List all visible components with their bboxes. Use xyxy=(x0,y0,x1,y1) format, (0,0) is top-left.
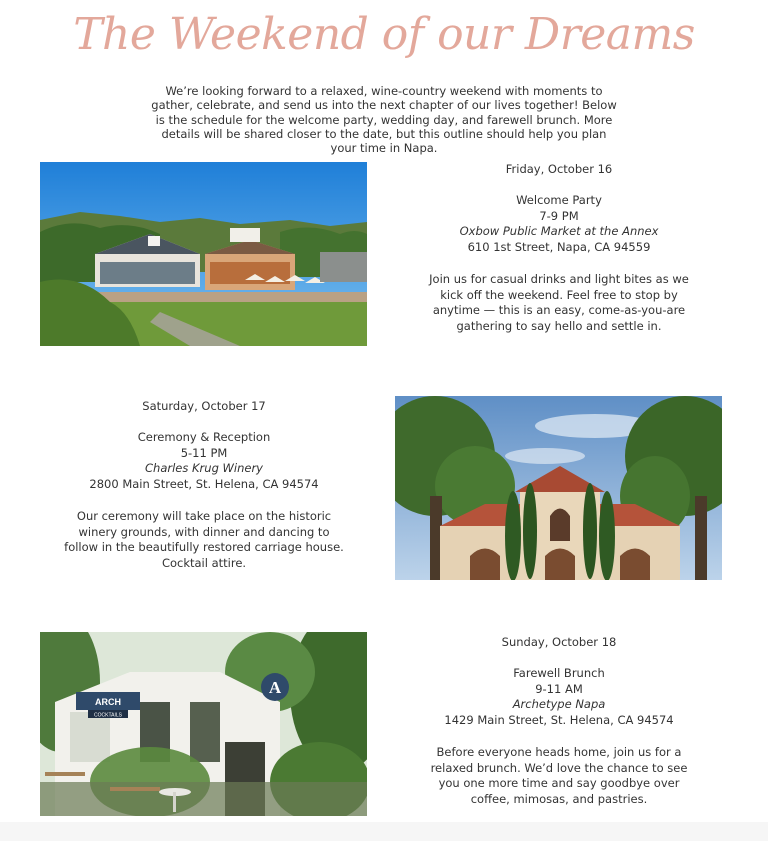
event-saturday xyxy=(60,399,348,571)
archetype-sign-text: ARCH xyxy=(95,697,121,707)
event-address: 610 1st Street, Napa, CA 94559 xyxy=(467,239,651,254)
event-time: 7-9 PM xyxy=(539,208,579,223)
event-time: 5-11 PM xyxy=(180,445,228,460)
event-name: Farewell Brunch xyxy=(513,666,605,680)
event-name: Welcome Party xyxy=(516,193,602,207)
oxbow-market-photo xyxy=(40,162,367,346)
event-date: Saturday, October 17 xyxy=(142,399,266,413)
event-venue: Archetype Napa xyxy=(512,697,606,711)
event-friday xyxy=(415,162,703,334)
event-date: Sunday, October 18 xyxy=(501,635,617,649)
event-description: Join us for casual drinks and light bites as we kick off the weekend. Feel free to stop by anytime — this is an easy, come-as-you-are gathering to say hello and settle in. xyxy=(429,272,689,333)
event-address: 2800 Main Street, St. Helena, CA 94574 xyxy=(89,476,319,491)
event-venue: Charles Krug Winery xyxy=(145,461,263,475)
event-date: Friday, October 16 xyxy=(505,162,613,176)
charles-krug-winery-photo xyxy=(395,396,722,580)
event-venue: Oxbow Public Market at the Annex xyxy=(459,224,659,238)
event-address: 1429 Main Street, St. Helena, CA 94574 xyxy=(444,712,674,727)
intro-paragraph: We’re looking forward to a relaxed, wine-country weekend with moments to gather, celebrate, and send us into the next chapter of our lives together! Below is the schedule for the welcome party, wedding day, and farewell brunch. More details will be shared closer to the date, but this outline should help you plan your time in Napa. xyxy=(151,84,617,156)
archetype-napa-photo xyxy=(40,632,367,816)
archetype-logo-letter: A xyxy=(268,678,282,697)
event-time: 9-11 AM xyxy=(535,681,583,696)
event-name: Ceremony & Reception xyxy=(137,430,271,444)
archetype-sign-subtext: COCKTAILS xyxy=(94,712,122,719)
event-sunday xyxy=(415,635,703,807)
event-description: Before everyone heads home, join us for a relaxed brunch. We’d love the chance to see you one more time and say goodbye over coffee, mimosas, and pastries. xyxy=(430,745,688,806)
page-bottom-strip xyxy=(0,822,768,841)
event-description: Our ceremony will take place on the historic winery grounds, with dinner and dancing to follow in the beautifully restored carriage house. Cocktail attire. xyxy=(64,509,344,570)
page-title: The Weekend of our Dreams xyxy=(73,9,695,60)
